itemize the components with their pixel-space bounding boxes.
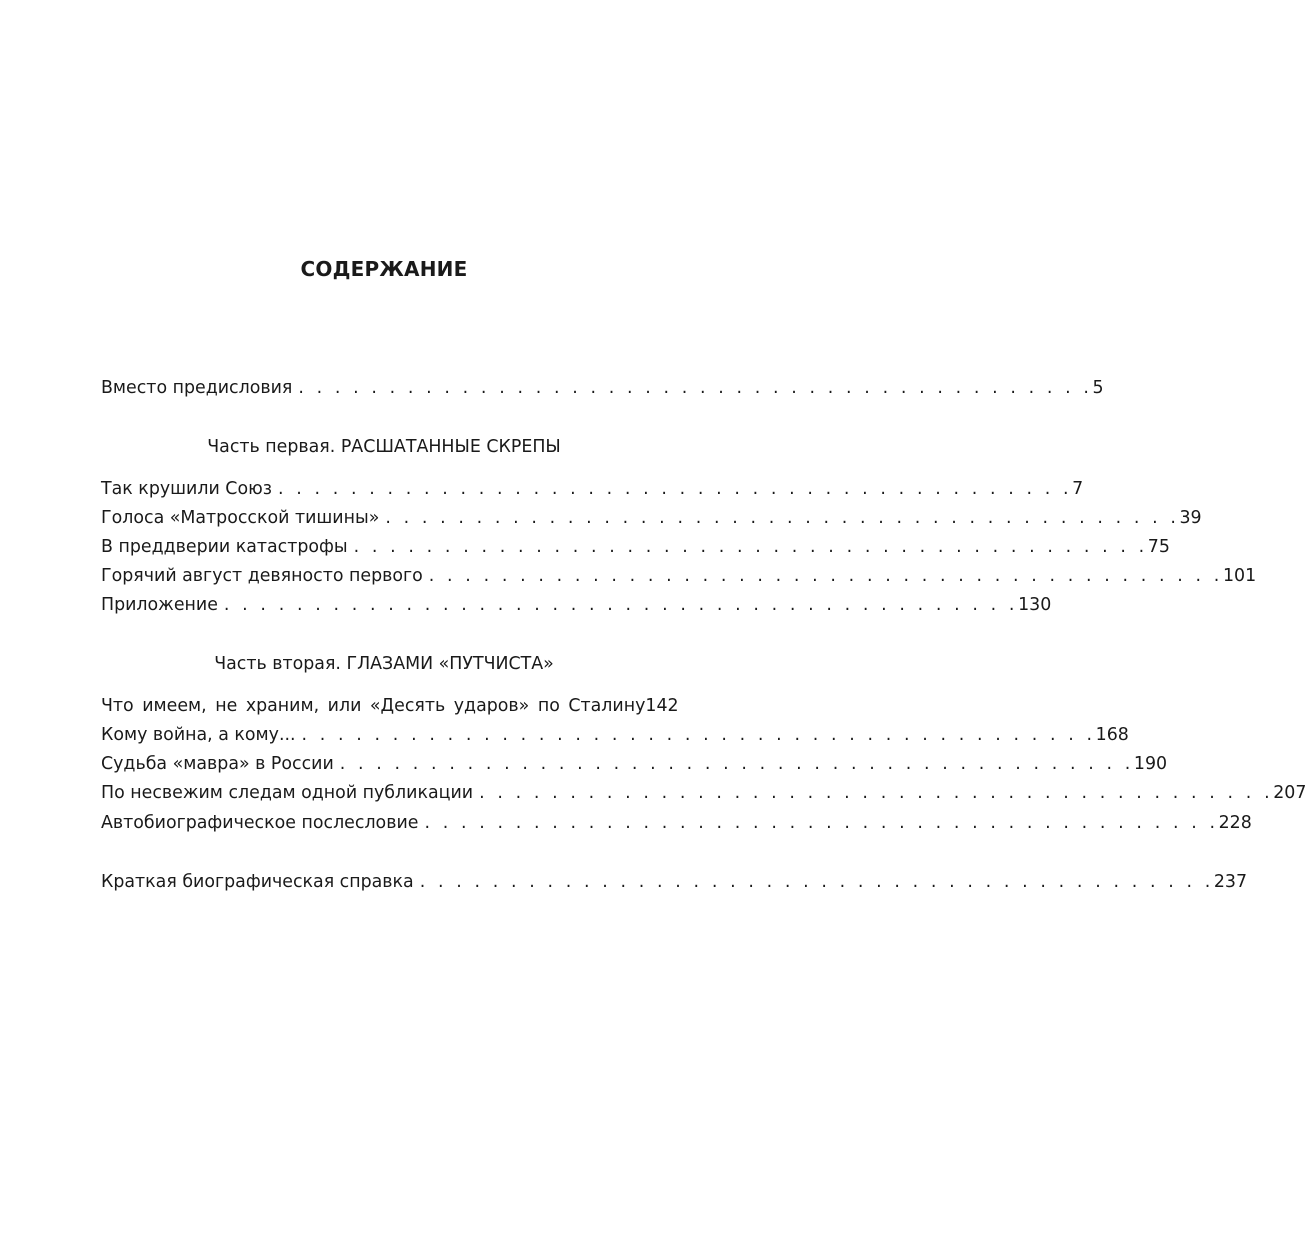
page-title: СОДЕРЖАНИЕ xyxy=(300,257,468,281)
toc-entry-page: 228 xyxy=(1218,813,1252,833)
toc-entry-page: 39 xyxy=(1179,508,1202,528)
toc-entry-page: 75 xyxy=(1147,537,1170,557)
toc-entry-page: 7 xyxy=(1072,479,1084,499)
toc-entry-title: Голоса «Матросской тишины» xyxy=(101,508,380,528)
dot-leader: . . . . . . . . . . . . . . . . . . . . . . . . . . . . . . . . . . . . . . . . . . . . xyxy=(277,479,1073,499)
toc-entry-title: Судьба «мавра» в России xyxy=(101,754,334,774)
toc-entry-page: 168 xyxy=(1095,725,1129,745)
toc-entry xyxy=(101,781,1306,805)
dot-leader: . . . . . . . . . . . . . . . . . . . . . . . . . . . . . . . . . . . . . . . . . . . . xyxy=(419,872,1214,892)
dot-leader: . . . . . . . . . . . . . . . . . . . . . . . . . . . . . . . . . . . . . . . . . . . . xyxy=(424,813,1219,833)
dot-leader: . . . . . . . . . . . . . . . . . . . . . . . . . . . . . . . . . . . . . . . . . . . . xyxy=(301,725,1096,745)
toc-entry-title: Приложение xyxy=(101,595,218,615)
toc-entry xyxy=(101,694,679,718)
dot-leader: . . . . . . . . . . . . . . . . . . . . . . . . . . . . . . . . . . . . . . . . . . . . xyxy=(353,537,1148,557)
toc-entry xyxy=(101,752,1168,776)
toc-entry-page: 5 xyxy=(1092,378,1104,398)
part-heading-1: Часть первая. РАСШАТАННЫЕ СКРЕПЫ xyxy=(207,437,561,457)
toc-entry xyxy=(101,811,1252,835)
toc-entry-title: Краткая биографическая справка xyxy=(101,872,414,892)
toc-entry-title: Что имеем, не храним, или «Десять ударов» по Сталину xyxy=(101,696,646,716)
toc-entry xyxy=(101,535,1170,559)
toc-entry-biography xyxy=(101,870,1248,894)
toc-entry-page: 207 xyxy=(1273,783,1306,803)
dot-leader: . . . . . . . . . . . . . . . . . . . . . . . . . . . . . . . . . . . . . . . . . . . . xyxy=(428,566,1223,586)
toc-entry-title: Горячий август девяносто первого xyxy=(101,566,423,586)
dot-leader: . . . . . . . . . . . . . . . . . . . . . . . . . . . . . . . . . . . . . . . . . . . . xyxy=(223,595,1019,615)
dot-leader: . . . . . . . . . . . . . . . . . . . . . . . . . . . . . . . . . . . . . . . . . . . . xyxy=(385,508,1180,528)
part-heading-2: Часть вторая. ГЛАЗАМИ «ПУТЧИСТА» xyxy=(214,654,554,674)
toc-entry-title: В преддверии катастрофы xyxy=(101,537,348,557)
toc-entry-title: Кому война, а кому... xyxy=(101,725,296,745)
toc-entry xyxy=(101,723,1129,747)
toc-entry-preface xyxy=(101,376,1104,400)
dot-leader: . . . . . . . . . . . . . . . . . . . . . . . . . . . . . . . . . . . . . . . . . . . . xyxy=(339,754,1134,774)
toc-entry xyxy=(101,477,1084,501)
toc-entry-title: Автобиографическое послесловие xyxy=(101,813,419,833)
toc-entry-title: По несвежим следам одной публикации xyxy=(101,783,474,803)
toc-entry-page: 101 xyxy=(1222,566,1257,586)
dot-leader: . . . . . . . . . . . . . . . . . . . . . . . . . . . . . . . . . . . . . . . . . . . . xyxy=(298,378,1093,398)
toc-entry-page: 237 xyxy=(1213,872,1248,892)
toc-entry xyxy=(101,564,1257,588)
toc-entry-page: 142 xyxy=(645,696,679,716)
toc-entry-page: 190 xyxy=(1133,754,1168,774)
toc-entry xyxy=(101,506,1202,530)
toc-entry-page: 130 xyxy=(1018,595,1052,615)
toc-entry xyxy=(101,593,1052,617)
dot-leader: . . . . . . . . . . . . . . . . . . . . . . . . . . . . . . . . . . . . . . . . . . . . xyxy=(479,783,1274,803)
toc-entry-title: Так крушили Союз xyxy=(101,479,272,499)
toc-entry-title: Вместо предисловия xyxy=(101,378,293,398)
